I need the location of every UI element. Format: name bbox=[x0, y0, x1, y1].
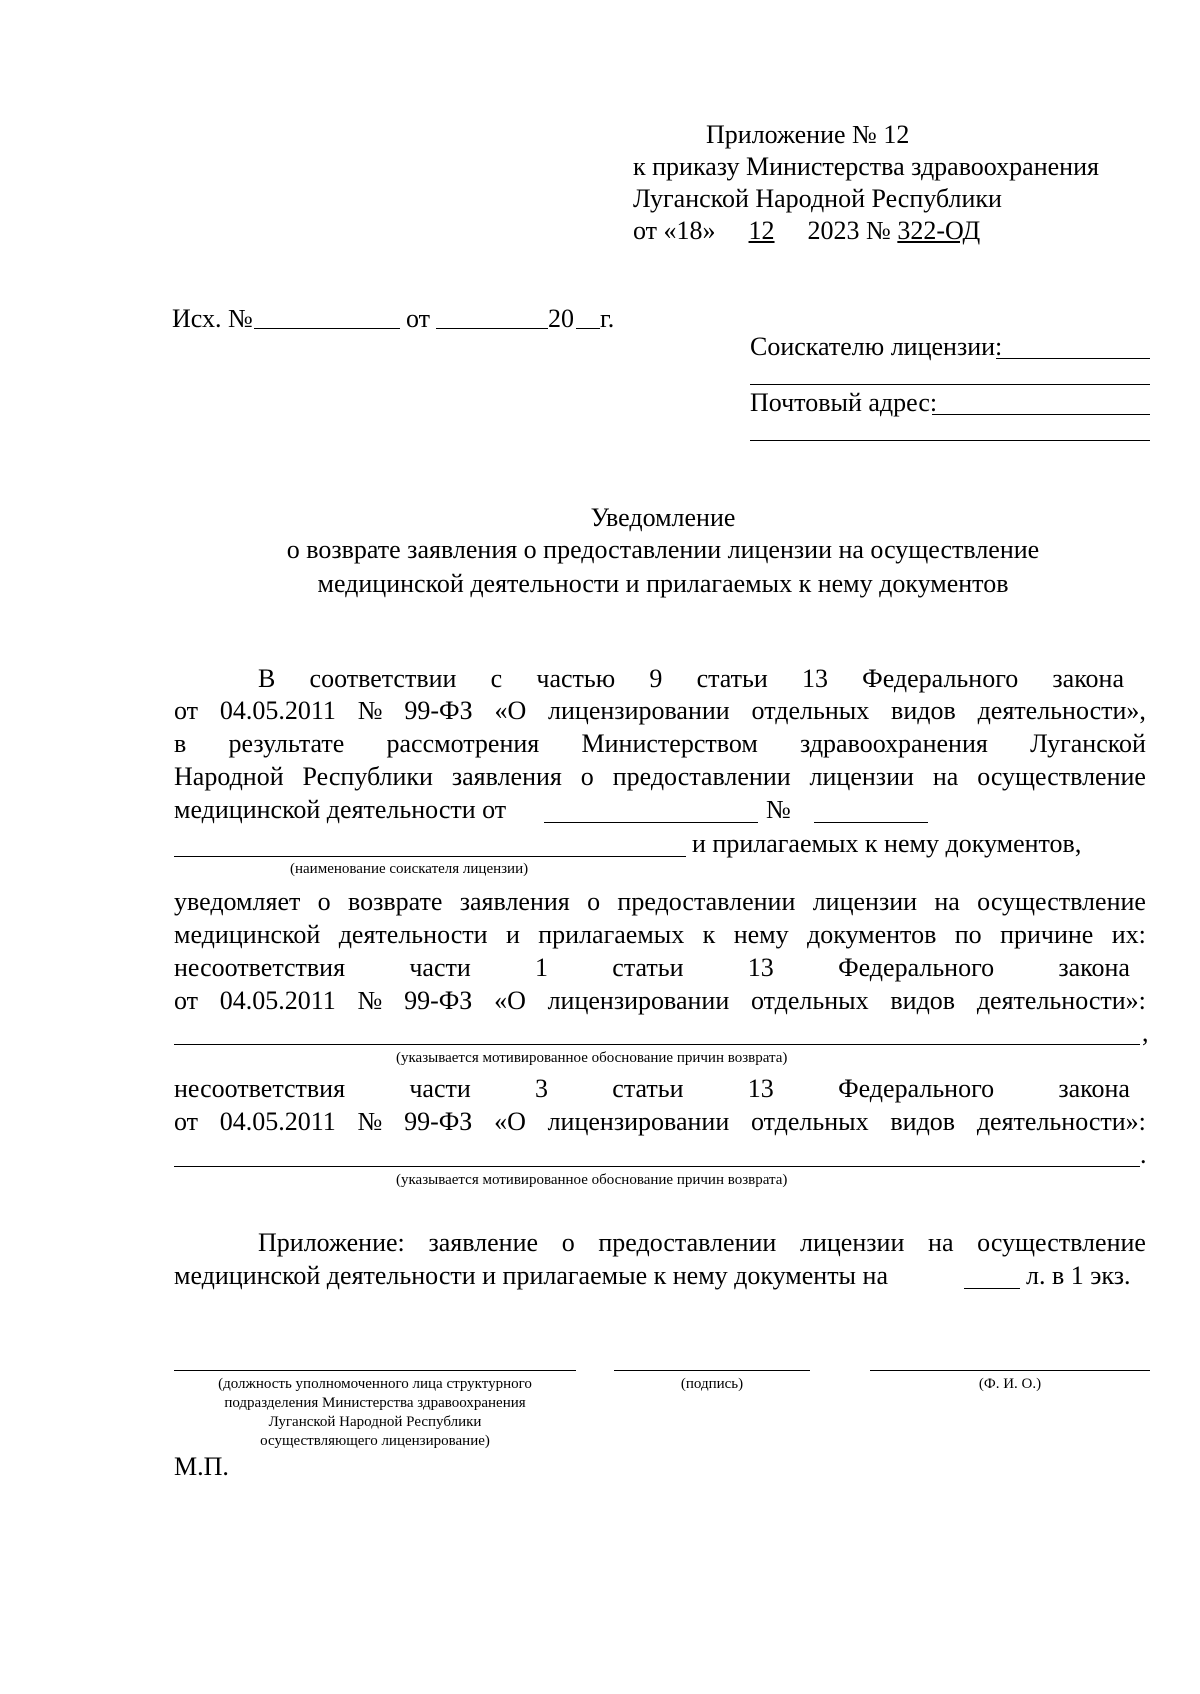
word: несоответствия bbox=[174, 1074, 346, 1103]
seal-mark: М.П. bbox=[174, 1452, 229, 1481]
full-name-caption: (Ф. И. О.) bbox=[978, 1376, 1042, 1392]
word: 99-ФЗ bbox=[404, 1107, 473, 1136]
applicant-label: Соискателю лицензии: bbox=[750, 332, 1003, 361]
word: о bbox=[561, 1228, 575, 1257]
notice-subtitle-line2: медицинской деятельности и прилагаемых к нему документов bbox=[317, 569, 1009, 598]
outgoing-number-field[interactable] bbox=[254, 328, 400, 329]
word: Министерством bbox=[581, 729, 758, 758]
outgoing-from-label: от bbox=[406, 304, 431, 333]
word: от bbox=[174, 1107, 199, 1136]
documents-tail-text: и прилагаемых к нему документов, bbox=[692, 829, 1082, 858]
word: частью bbox=[536, 664, 616, 693]
word: и bbox=[505, 920, 520, 949]
paragraph-line bbox=[174, 762, 1146, 792]
word: 04.05.2011 bbox=[219, 696, 336, 725]
signature-caption: (подпись) bbox=[680, 1376, 744, 1392]
outgoing-year-field[interactable] bbox=[576, 328, 600, 329]
word: осуществление bbox=[977, 1228, 1146, 1257]
reason2-caption: (указывается мотивированное обоснование причин возврата) bbox=[396, 1172, 788, 1188]
word: части bbox=[409, 1074, 471, 1103]
postal-address-field-line2[interactable] bbox=[750, 440, 1150, 441]
word: заявления bbox=[451, 762, 562, 791]
word: лицензировании bbox=[547, 1107, 730, 1136]
paragraph-line bbox=[174, 729, 1146, 759]
position-caption-line: осуществляющего лицензирование) bbox=[260, 1433, 490, 1449]
reason1-field[interactable] bbox=[174, 1044, 1140, 1045]
application-date-label: медицинской деятельности от bbox=[174, 795, 507, 824]
word: 1 bbox=[535, 953, 549, 982]
appendix-number-prefix: № bbox=[866, 216, 891, 245]
word: на bbox=[928, 1228, 954, 1257]
word: о bbox=[580, 762, 594, 791]
reason1-end-mark: , bbox=[1142, 1018, 1149, 1047]
application-date-field[interactable] bbox=[544, 822, 758, 823]
attachment-pages-field[interactable] bbox=[964, 1288, 1020, 1289]
application-number-field[interactable] bbox=[814, 822, 928, 823]
word: о bbox=[317, 887, 331, 916]
word: Республики bbox=[302, 762, 433, 791]
appendix-date-year: 2023 bbox=[807, 216, 860, 245]
word: деятельности»: bbox=[976, 986, 1146, 1015]
word: закона bbox=[1058, 953, 1130, 982]
word: статьи bbox=[612, 1074, 684, 1103]
paragraph-line bbox=[174, 696, 1146, 726]
paragraph-line bbox=[174, 887, 1146, 917]
word: предоставлении bbox=[598, 1228, 777, 1257]
word: рассмотрения bbox=[386, 729, 540, 758]
word: возврате bbox=[348, 887, 443, 916]
word: в bbox=[174, 729, 187, 758]
paragraph-line bbox=[174, 920, 1146, 950]
reason1-line bbox=[174, 986, 1146, 1016]
word: 99-ФЗ bbox=[404, 696, 473, 725]
applicant-field[interactable] bbox=[996, 358, 1150, 359]
word: лицензии bbox=[809, 762, 914, 791]
appendix-number: 322-ОД bbox=[897, 216, 981, 245]
word: статьи bbox=[696, 664, 768, 693]
appendix-date-month: 12 bbox=[748, 216, 775, 245]
paragraph-line bbox=[258, 664, 1124, 694]
reason1-caption: (указывается мотивированное обоснование причин возврата) bbox=[396, 1050, 788, 1066]
applicant-name-field[interactable] bbox=[174, 856, 686, 857]
appendix-date-prefix: от «18» bbox=[633, 216, 716, 245]
application-number-label: № bbox=[766, 795, 791, 824]
word: закона bbox=[1052, 664, 1124, 693]
reason1-line bbox=[174, 953, 1130, 983]
word: Приложение: bbox=[258, 1228, 405, 1257]
postal-address-label: Почтовый адрес: bbox=[750, 388, 938, 417]
word: медицинской bbox=[174, 920, 321, 949]
word: видов bbox=[891, 696, 956, 725]
word: причине bbox=[1000, 920, 1094, 949]
word: Федерального bbox=[838, 1074, 995, 1103]
outgoing-number-label: Исх. № bbox=[172, 304, 253, 333]
applicant-field-line2[interactable] bbox=[750, 384, 1150, 385]
word: № bbox=[357, 1107, 383, 1136]
appendix-order-line: к приказу Министерства здравоохранения bbox=[633, 152, 1099, 181]
word: 13 bbox=[747, 1074, 774, 1103]
word: соответствии bbox=[309, 664, 457, 693]
word: нему bbox=[733, 920, 789, 949]
word: № bbox=[357, 986, 383, 1015]
word: несоответствия bbox=[174, 953, 346, 982]
reason2-line bbox=[174, 1107, 1146, 1137]
word: отдельных bbox=[751, 696, 870, 725]
word: Народной bbox=[174, 762, 284, 791]
word: 3 bbox=[535, 1074, 549, 1103]
word: по bbox=[954, 920, 982, 949]
word: В bbox=[258, 664, 276, 693]
reason2-line bbox=[174, 1074, 1130, 1104]
position-caption bbox=[174, 1375, 576, 1451]
word: на bbox=[932, 762, 959, 791]
word: осуществление bbox=[977, 762, 1146, 791]
notice-subtitle-line1: о возврате заявления о предоставлении лицензии на осуществление bbox=[286, 535, 1040, 564]
word: лицензировании bbox=[547, 986, 730, 1015]
word: № bbox=[357, 696, 383, 725]
word: о bbox=[587, 887, 601, 916]
word: отдельных bbox=[750, 986, 869, 1015]
word: их: bbox=[1111, 920, 1146, 949]
word: прилагаемых bbox=[538, 920, 685, 949]
word: лицензировании bbox=[548, 696, 730, 725]
attachment-copies-text: л. в 1 экз. bbox=[1026, 1261, 1131, 1290]
word: от bbox=[174, 986, 199, 1015]
outgoing-year-suffix: г. bbox=[600, 304, 615, 333]
outgoing-date-field[interactable] bbox=[436, 328, 548, 329]
position-caption-line: Луганской Народной Республики bbox=[268, 1414, 482, 1430]
word: 13 bbox=[801, 664, 828, 693]
position-caption-line: подразделения Министерства здравоохранения bbox=[224, 1395, 526, 1411]
word: уведомляет bbox=[174, 887, 301, 916]
word: деятельности bbox=[338, 920, 488, 949]
word: с bbox=[490, 664, 503, 693]
word: 13 bbox=[747, 953, 774, 982]
appendix-date-line bbox=[633, 216, 980, 246]
word: документов bbox=[807, 920, 937, 949]
word: «О bbox=[494, 986, 526, 1015]
word: здравоохранения bbox=[800, 729, 988, 758]
word: видов bbox=[890, 1107, 956, 1136]
reason2-field[interactable] bbox=[174, 1166, 1140, 1167]
attachment-line bbox=[258, 1228, 1146, 1258]
word: закона bbox=[1058, 1074, 1130, 1103]
signature-field[interactable] bbox=[614, 1370, 810, 1371]
full-name-field[interactable] bbox=[870, 1370, 1150, 1371]
appendix-title: Приложение № 12 bbox=[706, 120, 910, 149]
word: «О bbox=[494, 696, 527, 725]
reason2-end-mark: . bbox=[1140, 1140, 1147, 1169]
word: отдельных bbox=[750, 1107, 869, 1136]
word: осуществление bbox=[977, 887, 1146, 916]
applicant-name-caption: (наименование соискателя лицензии) bbox=[290, 861, 529, 877]
word: деятельности»: bbox=[976, 1107, 1146, 1136]
word: на bbox=[934, 887, 960, 916]
position-caption-line: (должность уполномоченного лица структурного bbox=[218, 1376, 532, 1392]
word: лицензии bbox=[800, 1228, 905, 1257]
word: Федерального bbox=[838, 953, 995, 982]
word: статьи bbox=[612, 953, 684, 982]
word: видов bbox=[890, 986, 956, 1015]
word: от bbox=[174, 696, 199, 725]
word: Луганской bbox=[1030, 729, 1146, 758]
word: к bbox=[702, 920, 716, 949]
word: результате bbox=[228, 729, 345, 758]
word: «О bbox=[494, 1107, 526, 1136]
word: заявление bbox=[428, 1228, 539, 1257]
word: части bbox=[409, 953, 471, 982]
word: лицензии bbox=[812, 887, 918, 916]
attachment-line2: медицинской деятельности и прилагаемые к нему документы на bbox=[174, 1261, 888, 1290]
notice-title: Уведомление bbox=[590, 503, 736, 532]
word: 99-ФЗ bbox=[404, 986, 473, 1015]
word: деятельности», bbox=[977, 696, 1146, 725]
outgoing-year-label: 20 bbox=[548, 304, 574, 333]
word: заявления bbox=[459, 887, 570, 916]
appendix-republic-line: Луганской Народной Республики bbox=[633, 184, 1002, 213]
position-field[interactable] bbox=[174, 1370, 576, 1371]
postal-address-field[interactable] bbox=[932, 414, 1150, 415]
word: 04.05.2011 bbox=[219, 1107, 336, 1136]
word: 9 bbox=[649, 664, 663, 693]
word: 04.05.2011 bbox=[219, 986, 336, 1015]
word: предоставлении bbox=[612, 762, 791, 791]
word: Федерального bbox=[862, 664, 1019, 693]
word: предоставлении bbox=[617, 887, 796, 916]
